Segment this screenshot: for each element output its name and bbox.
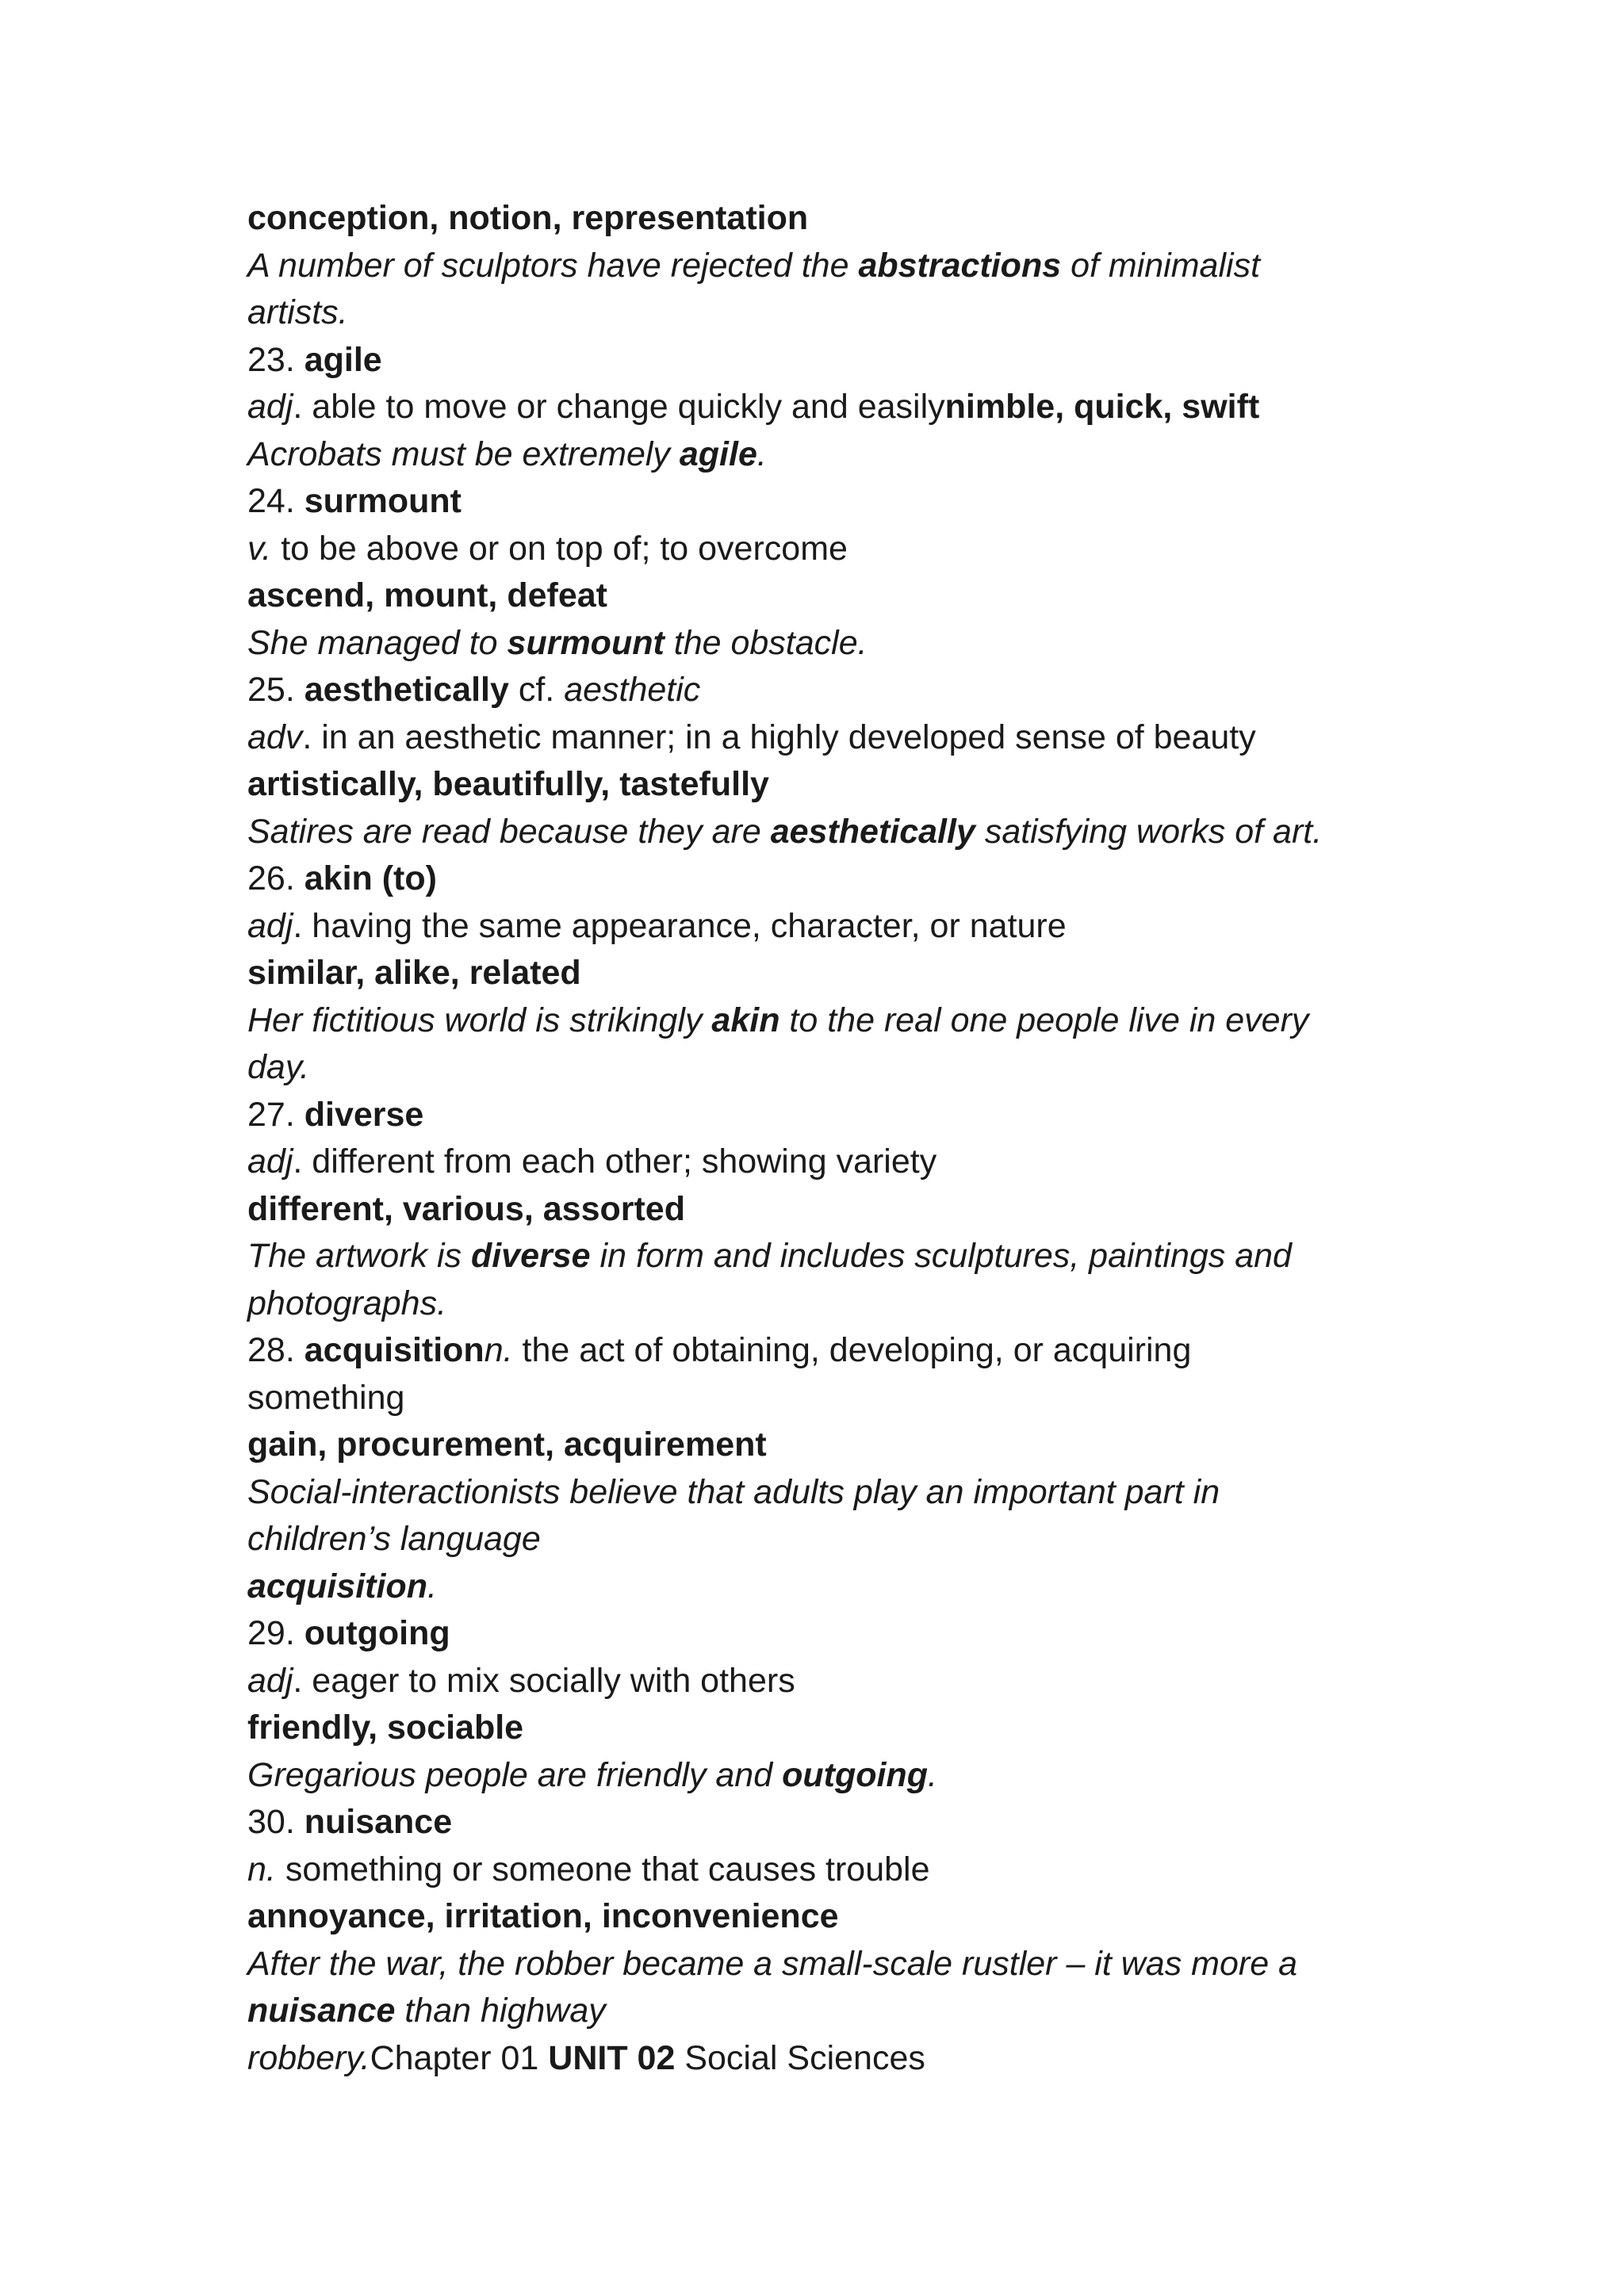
synonyms-line xyxy=(247,1893,1373,1941)
synonyms-line xyxy=(247,1186,1373,1234)
example-keyword: akin xyxy=(711,1001,780,1039)
synonyms: artistically, beautifully, tastefully xyxy=(247,765,769,803)
synonyms-line xyxy=(247,761,1373,809)
headword: aesthetically xyxy=(304,671,509,709)
synonyms-line xyxy=(247,1422,1373,1469)
example-line: day. xyxy=(247,1048,310,1086)
example-keyword: diverse xyxy=(470,1237,591,1275)
synonyms: different, various, assorted xyxy=(247,1189,685,1228)
synonyms-line xyxy=(247,950,1373,997)
synonyms-line xyxy=(247,195,1373,243)
example-keyword: nuisance xyxy=(247,1992,396,2030)
headword: akin (to) xyxy=(304,859,437,897)
definition-continued: something xyxy=(247,1378,405,1417)
definition: . eager to mix socially with others xyxy=(293,1661,795,1700)
definition: the act of obtaining, developing, or acquiring xyxy=(512,1331,1192,1369)
example-line: acquisition. xyxy=(247,1567,437,1605)
part-of-speech: adj xyxy=(247,1142,293,1181)
unit-label: UNIT 02 xyxy=(548,2038,676,2077)
example-line: Satires are read because they are aesthetically satisfying works of art. xyxy=(247,812,1323,851)
part-of-speech: adj xyxy=(247,906,293,945)
example-line: She managed to surmount the obstacle. xyxy=(247,623,868,662)
headword: nuisance xyxy=(304,1803,453,1841)
example-line: nuisance than highway xyxy=(247,1992,606,2030)
definition-line xyxy=(247,1846,1373,1894)
entry-number: 30. xyxy=(247,1803,295,1841)
definition-line xyxy=(247,1658,1373,1705)
example-footer-line: robbery.Chapter 01 UNIT 02 Social Sciences xyxy=(247,2038,925,2077)
headword-line xyxy=(247,1092,1373,1139)
definition: . in an aesthetic manner; in a highly developed sense of beauty xyxy=(302,718,1256,756)
entry-number: 29. xyxy=(247,1614,295,1652)
synonyms: nimble, quick, swift xyxy=(944,388,1260,426)
part-of-speech: adv xyxy=(247,718,303,756)
definition-line xyxy=(247,1375,1373,1422)
headword: outgoing xyxy=(304,1614,450,1652)
cf-label: cf. xyxy=(508,671,565,709)
part-of-speech: adj xyxy=(247,388,293,426)
synonyms: gain, procurement, acquirement xyxy=(247,1425,767,1464)
part-of-speech: n. xyxy=(484,1331,513,1369)
synonyms: annoyance, irritation, inconvenience xyxy=(247,1897,839,1935)
example-line: artists. xyxy=(247,293,348,331)
example-keyword: acquisition xyxy=(247,1567,427,1605)
example-keyword: agile xyxy=(679,434,757,473)
entry-number: 25. xyxy=(247,671,295,709)
example-keyword: outgoing xyxy=(782,1755,928,1794)
example-keyword: surmount xyxy=(507,623,665,662)
synonyms-line xyxy=(247,572,1373,620)
headword-line xyxy=(247,667,1373,714)
synonyms: similar, alike, related xyxy=(247,954,581,992)
example-keyword: abstractions xyxy=(858,246,1062,285)
definition: . having the same appearance, character, or nature xyxy=(293,906,1067,945)
headword: acquisition xyxy=(304,1331,485,1369)
entry-number: 26. xyxy=(247,859,295,897)
synonyms: ascend, mount, defeat xyxy=(247,576,607,614)
part-of-speech: n. xyxy=(247,1850,276,1888)
headword: diverse xyxy=(304,1095,424,1134)
example-line: photographs. xyxy=(247,1284,447,1322)
headword-line xyxy=(247,1799,1373,1846)
synonyms: friendly, sociable xyxy=(247,1709,524,1747)
definition: to be above or on top of; to overcome xyxy=(271,529,848,568)
example-line: Gregarious people are friendly and outgoing. xyxy=(247,1755,937,1794)
example-line: The artwork is diverse in form and includes sculptures, paintings and xyxy=(247,1237,1292,1275)
example-line: A number of sculptors have rejected the abstractions of minimalist xyxy=(247,246,1261,285)
headword-line xyxy=(247,337,1373,385)
definition-line xyxy=(247,903,1373,951)
example-line: Her fictitious world is strikingly akin to the real one people live in every xyxy=(247,1001,1309,1039)
definition: . different from each other; showing variety xyxy=(293,1142,937,1181)
headword-line xyxy=(247,478,1373,526)
definition-line xyxy=(247,714,1373,762)
headword-line xyxy=(247,1327,1373,1375)
definition-line xyxy=(247,384,1373,431)
headword: agile xyxy=(304,340,382,379)
headword-line xyxy=(247,855,1373,903)
entry-number: 28. xyxy=(247,1331,295,1369)
synonyms-line xyxy=(247,1705,1373,1752)
definition-line xyxy=(247,526,1373,573)
definition: . able to move or change quickly and easily xyxy=(293,388,945,426)
example-line: children’s language xyxy=(247,1520,541,1558)
definition-line xyxy=(247,1138,1373,1186)
example-line: After the war, the robber became a small-scale rustler – it was more a xyxy=(247,1944,1297,1983)
example-line: Acrobats must be extremely agile. xyxy=(247,434,767,473)
definition: something or someone that causes trouble xyxy=(275,1850,930,1888)
chapter-label: Chapter 01 xyxy=(370,2038,549,2077)
cf-word: aesthetic xyxy=(564,671,701,709)
part-of-speech: v. xyxy=(247,529,272,568)
synonyms: conception, notion, representation xyxy=(247,199,809,237)
entry-number: 24. xyxy=(247,482,295,520)
entry-number: 23. xyxy=(247,340,295,379)
entry-number: 27. xyxy=(247,1095,295,1134)
vocabulary-page xyxy=(247,195,1373,2082)
example-keyword: aesthetically xyxy=(770,812,975,851)
headword: surmount xyxy=(304,482,462,520)
headword-line xyxy=(247,1610,1373,1658)
part-of-speech: adj xyxy=(247,1661,293,1700)
subject-label: Social Sciences xyxy=(675,2038,925,2077)
example-line: Social-interactionists believe that adults play an important part in xyxy=(247,1472,1220,1511)
